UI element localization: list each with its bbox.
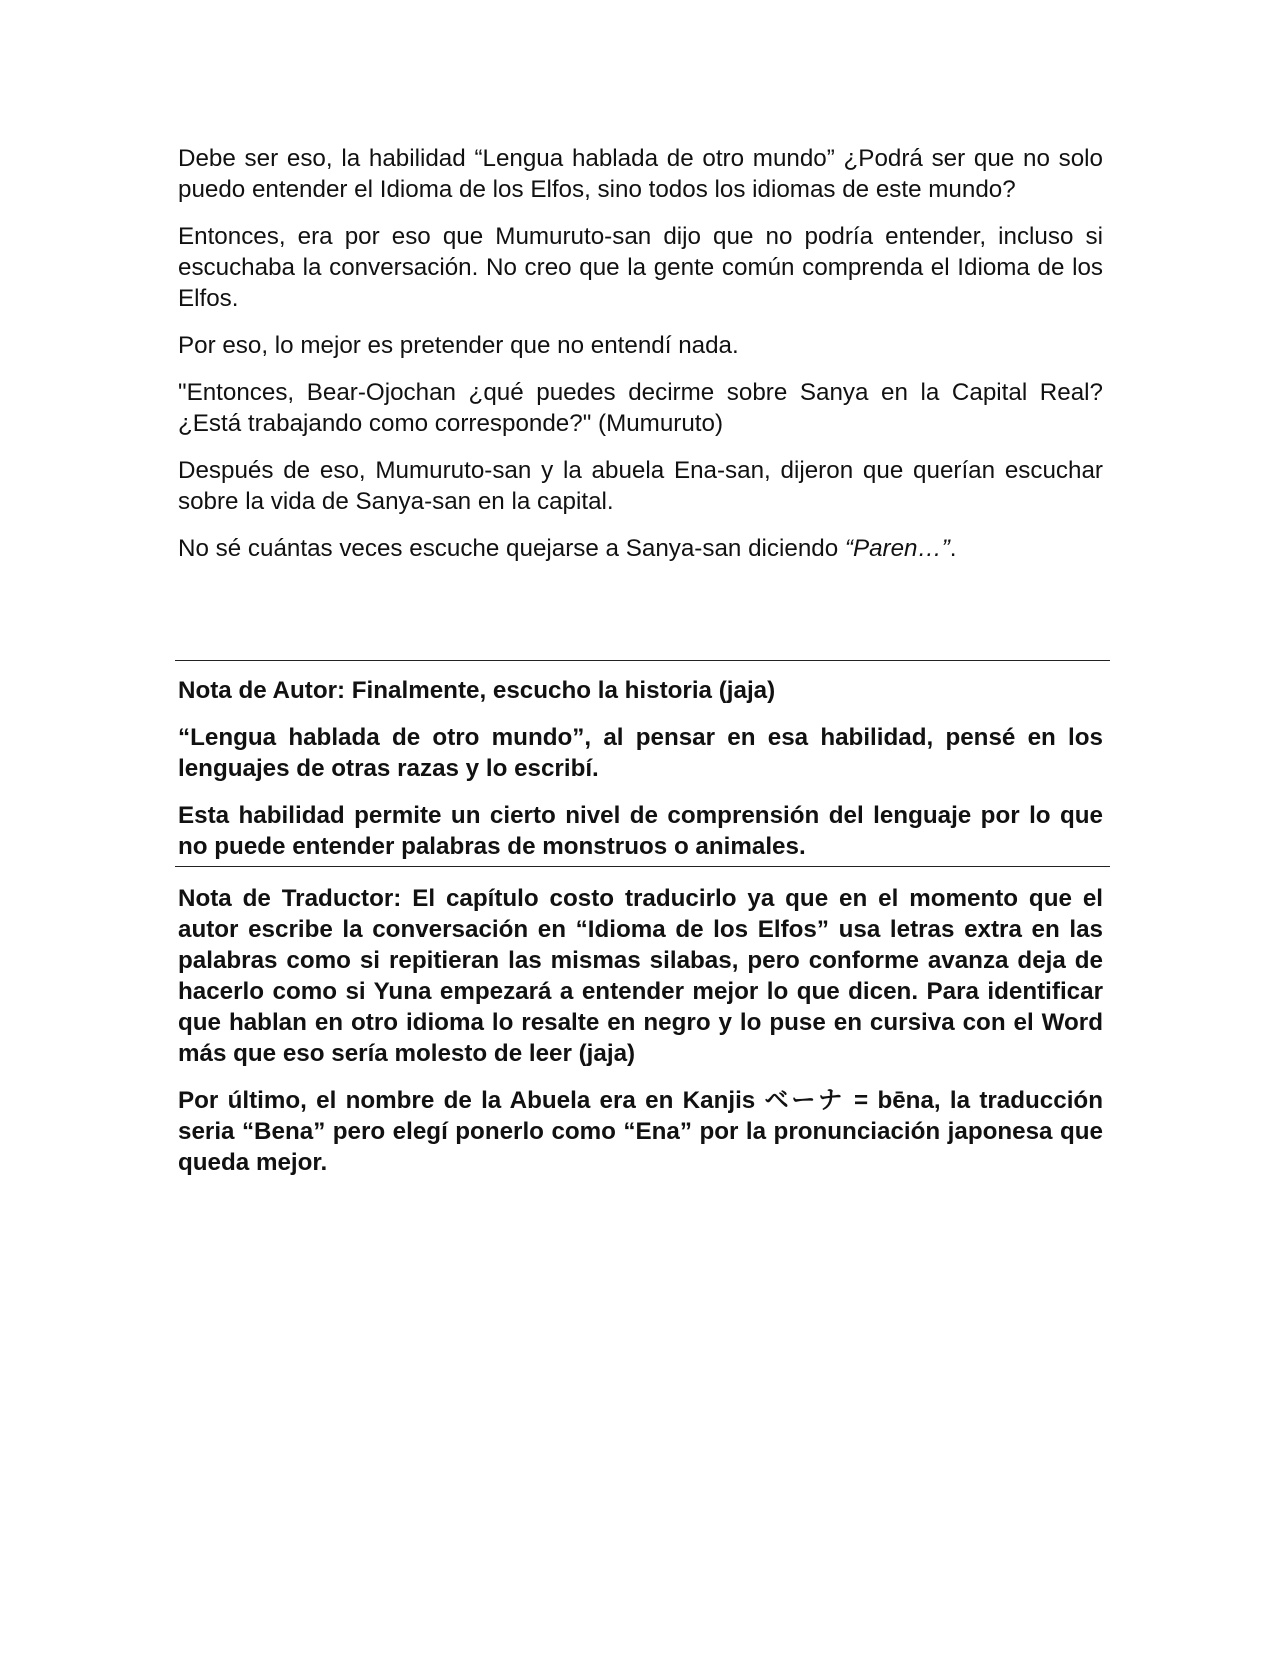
translator-note-paragraph-2: Por último, el nombre de la Abuela era en Kanjis ベーナ = bēna, la traducción seria “Bena” pero elegí ponerlo como “Ena” por la pronunciación japonesa que queda mejor. (178, 1087, 1103, 1176)
story-text (178, 143, 1103, 564)
translator-note-paragraph-1: Nota de Traductor: El capítulo costo traducirlo ya que en el momento que el autor escribe la conversación en “Idioma de los Elfos” usa letras extra en las palabras como si repitieran las mismas silabas, pero conforme avanza deja de hacerlo como si Yuna empezará a entender mejor lo que dicen. Para identificar que hablan en otro idioma lo resalte en negro y lo puse en cursiva con el Word más que eso sería molesto de leer (jaja) (178, 885, 1103, 1067)
author-note-paragraph-2: Esta habilidad permite un cierto nivel de comprensión del lenguaje por lo que no puede entender palabras de monstruos o animales. (178, 802, 1103, 860)
translator-note (178, 867, 1103, 1178)
author-note-heading: Nota de Autor: Finalmente, escucho la historia (jaja) (178, 677, 776, 704)
story-paragraph-5: Después de eso, Mumuruto-san y la abuela Ena-san, dijeron que querían escuchar sobre la vida de Sanya-san en la capital. (178, 457, 1103, 515)
story-paragraph-6-end: . (949, 535, 957, 562)
author-note-paragraph-1: “Lengua hablada de otro mundo”, al pensar en esa habilidad, pensé en los lenguajes de otras razas y lo escribí. (178, 724, 1103, 782)
section-spacer (178, 580, 1103, 660)
story-paragraph-2: Entonces, era por eso que Mumuruto-san dijo que no podría entender, incluso si escuchaba la conversación. No creo que la gente común comprenda el Idioma de los Elfos. (178, 223, 1103, 312)
page-content (178, 143, 1103, 1194)
story-paragraph-1: Debe ser eso, la habilidad “Lengua hablada de otro mundo” ¿Podrá ser que no solo puedo entender el Idioma de los Elfos, sino todos los idiomas de este mundo? (178, 145, 1103, 203)
story-paragraph-3: Por eso, lo mejor es pretender que no entendí nada. (178, 332, 739, 359)
story-paragraph-6 (178, 533, 1103, 564)
author-note (178, 661, 1103, 862)
story-paragraph-6-text: No sé cuántas veces escuche quejarse a Sanya-san diciendo (178, 535, 845, 562)
story-paragraph-6-italic: “Paren…” (844, 535, 950, 562)
story-paragraph-4: "Entonces, Bear-Ojochan ¿qué puedes decirme sobre Sanya en la Capital Real? ¿Está trabajando como corresponde?" (Mumuruto) (178, 379, 1103, 437)
